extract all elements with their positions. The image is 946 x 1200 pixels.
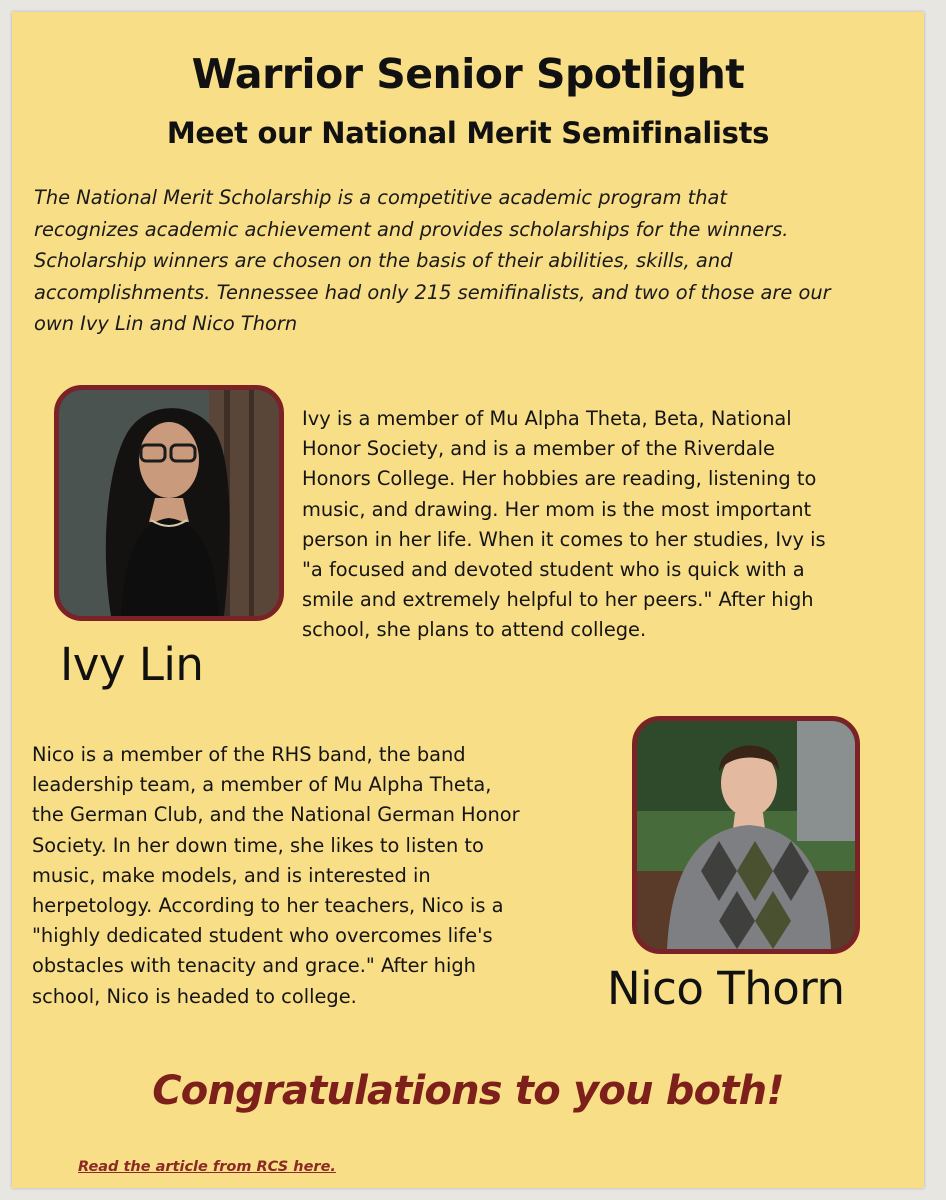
ivy-lin-name: Ivy Lin — [60, 638, 204, 691]
bio-line: music, make models, and is interested in — [32, 863, 431, 887]
flyer-page — [12, 12, 924, 1188]
bio-line: herpetology. According to her teachers, Nico is a — [32, 894, 504, 918]
page-subtitle: Meet our National Merit Semifinalists — [166, 116, 770, 150]
bio-line: school, Nico is headed to college. — [32, 984, 357, 1008]
bio-line: Society. In her down time, she likes to listen to — [32, 833, 484, 857]
bio-line: school, she plans to attend college. — [302, 618, 647, 642]
portrait-image — [59, 390, 279, 616]
bio-line: Nico is a member of the RHS band, the band — [32, 743, 466, 766]
bio-line: smile and extremely helpful to her peers." After high — [302, 588, 814, 612]
congratulations-banner: Congratulations to you both! — [152, 1068, 784, 1114]
intro-paragraph — [34, 182, 914, 340]
ivy-lin-bio — [302, 404, 902, 646]
intro-line: The National Merit Scholarship is a competitive academic program that — [34, 186, 727, 209]
read-article-link[interactable]: Read the article from RCS here. — [78, 1159, 336, 1175]
portrait-image — [637, 721, 855, 949]
nico-thorn-photo — [632, 716, 860, 954]
bio-line: "highly dedicated student who overcomes life's — [32, 924, 493, 948]
page-title: Warrior Senior Spotlight — [191, 50, 745, 98]
bio-line: "a focused and devoted student who is quick with a — [302, 558, 805, 582]
intro-line: recognizes academic achievement and provides scholarships for the winners. — [34, 217, 789, 241]
nico-thorn-bio — [32, 740, 592, 1012]
bio-line: Honor Society, and is a member of the Riverdale — [302, 437, 775, 461]
ivy-lin-photo — [54, 385, 284, 621]
bio-line: obstacles with tenacity and grace." After high — [32, 954, 476, 978]
nico-thorn-name: Nico Thorn — [607, 962, 845, 1015]
intro-line: own Ivy Lin and Nico Thorn — [34, 312, 298, 335]
bio-line: Ivy is a member of Mu Alpha Theta, Beta, National — [302, 407, 792, 430]
bio-line: the German Club, and the National German Honor — [32, 803, 520, 827]
intro-line: accomplishments. Tennessee had only 215 semifinalists, and two of those are our — [34, 280, 831, 304]
bio-line: leadership team, a member of Mu Alpha Theta, — [32, 773, 492, 797]
bio-line: Honors College. Her hobbies are reading, listening to — [302, 467, 817, 491]
bio-line: person in her life. When it comes to her studies, Ivy is — [302, 527, 826, 551]
bio-line: music, and drawing. Her mom is the most important — [302, 497, 812, 521]
intro-line: Scholarship winners are chosen on the basis of their abilities, skills, and — [34, 249, 733, 272]
